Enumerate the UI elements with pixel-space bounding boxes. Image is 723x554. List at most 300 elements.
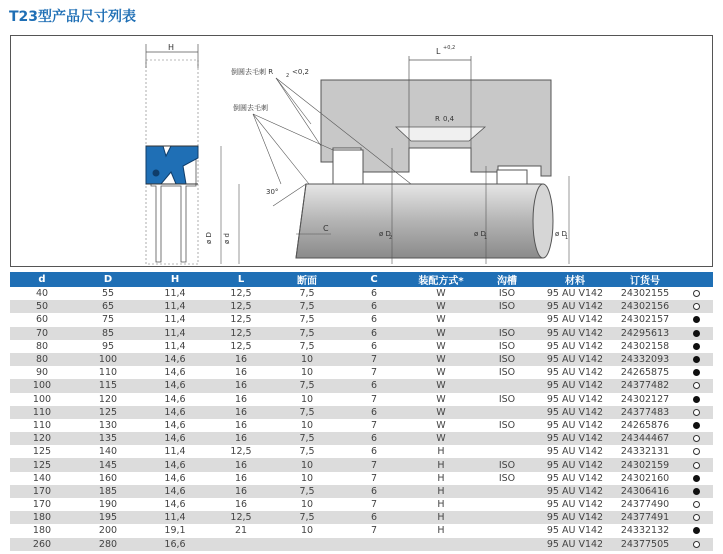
empty-dot-icon — [693, 501, 700, 508]
col-section: 断面 — [274, 272, 340, 287]
cell-groove — [474, 445, 540, 458]
cell-groove — [474, 524, 540, 537]
cell-groove: ISO — [474, 472, 540, 485]
cell-D: 110 — [74, 366, 142, 379]
cell-section: 10 — [274, 472, 340, 485]
cell-D: 120 — [74, 393, 142, 406]
cell-material: 95 AU V142 — [540, 340, 610, 353]
cell-section: 10 — [274, 419, 340, 432]
cell-material: 95 AU V142 — [540, 366, 610, 379]
table-row — [10, 379, 713, 392]
col-mount: 装配方式* — [408, 272, 474, 287]
filled-dot-icon — [693, 330, 700, 337]
cell-C: 6 — [340, 287, 408, 300]
cell-order: 24377490 — [610, 498, 680, 511]
cell-C: 7 — [340, 472, 408, 485]
cell-D: 95 — [74, 340, 142, 353]
cell-material: 95 AU V142 — [540, 353, 610, 366]
cell-C: 6 — [340, 511, 408, 524]
cell-section: 7,5 — [274, 313, 340, 326]
col-material: 材料 — [540, 272, 610, 287]
label-D2: ø D — [379, 230, 391, 238]
cell-order: 24302156 — [610, 300, 680, 313]
cell-L: 16 — [208, 458, 274, 471]
table-row — [10, 313, 713, 326]
empty-dot-icon — [693, 382, 700, 389]
cell-C: 6 — [340, 313, 408, 326]
cell-groove — [474, 379, 540, 392]
label-od: ø d — [223, 233, 231, 244]
cell-groove: ISO — [474, 300, 540, 313]
cell-order: 24332131 — [610, 445, 680, 458]
cell-material: 95 AU V142 — [540, 393, 610, 406]
cell-stock — [680, 366, 713, 379]
cell-mount: H — [408, 485, 474, 498]
cell-stock — [680, 524, 713, 537]
table-row — [10, 300, 713, 313]
cell-order: 24265875 — [610, 366, 680, 379]
cell-stock — [680, 538, 713, 551]
seal-cross-section-drawing — [11, 36, 714, 268]
cell-section: 7,5 — [274, 300, 340, 313]
cell-section: 10 — [274, 353, 340, 366]
cell-H: 14,6 — [142, 379, 208, 392]
cell-L: 12,5 — [208, 445, 274, 458]
cell-stock — [680, 327, 713, 340]
cell-mount: W — [408, 287, 474, 300]
table-row — [10, 485, 713, 498]
label-R: R — [435, 115, 440, 123]
label-OD: ø D — [205, 232, 213, 244]
cell-C: 7 — [340, 458, 408, 471]
cell-material: 95 AU V142 — [540, 458, 610, 471]
cell-stock — [680, 340, 713, 353]
cell-d: 100 — [10, 393, 74, 406]
cell-mount: W — [408, 313, 474, 326]
cell-d: 60 — [10, 313, 74, 326]
cell-H: 14,6 — [142, 458, 208, 471]
cell-C — [340, 538, 408, 551]
cell-section: 7,5 — [274, 327, 340, 340]
cell-H: 11,4 — [142, 313, 208, 326]
cell-D: 100 — [74, 353, 142, 366]
cell-d: 125 — [10, 445, 74, 458]
cell-C: 7 — [340, 524, 408, 537]
empty-dot-icon — [693, 290, 700, 297]
cell-section: 10 — [274, 498, 340, 511]
cell-stock — [680, 300, 713, 313]
cell-section: 7,5 — [274, 406, 340, 419]
table-row — [10, 287, 713, 300]
cell-stock — [680, 511, 713, 524]
cell-groove — [474, 485, 540, 498]
cell-d: 80 — [10, 353, 74, 366]
label-L-tolerance: +0,2 — [443, 45, 456, 51]
cell-d: 180 — [10, 524, 74, 537]
label-L: L — [436, 47, 441, 56]
cell-d: 110 — [10, 406, 74, 419]
table-row — [10, 445, 713, 458]
cell-material: 95 AU V142 — [540, 485, 610, 498]
cell-C: 6 — [340, 406, 408, 419]
cell-C: 6 — [340, 432, 408, 445]
label-chamfer-r2: 倒圆去毛刺 R — [231, 68, 274, 76]
cell-stock — [680, 485, 713, 498]
col-L: L — [208, 272, 274, 287]
cell-material: 95 AU V142 — [540, 287, 610, 300]
filled-dot-icon — [693, 475, 700, 482]
cell-d: 260 — [10, 538, 74, 551]
cell-groove: ISO — [474, 340, 540, 353]
label-H: H — [168, 43, 175, 52]
filled-dot-icon — [693, 356, 700, 363]
cell-groove: ISO — [474, 327, 540, 340]
cell-order: 24377491 — [610, 511, 680, 524]
table-header-row — [10, 272, 713, 287]
cell-material: 95 AU V142 — [540, 498, 610, 511]
cell-groove: ISO — [474, 419, 540, 432]
cell-mount — [408, 538, 474, 551]
cell-mount: H — [408, 458, 474, 471]
cell-D: 85 — [74, 327, 142, 340]
cell-C: 6 — [340, 379, 408, 392]
table-row — [10, 393, 713, 406]
cell-order: 24302158 — [610, 340, 680, 353]
cell-groove — [474, 406, 540, 419]
empty-dot-icon — [693, 514, 700, 521]
col-d: d — [10, 272, 74, 287]
svg-text:2: 2 — [286, 73, 290, 79]
cell-H: 14,6 — [142, 393, 208, 406]
cell-order: 24344467 — [610, 432, 680, 445]
cell-d: 70 — [10, 327, 74, 340]
cell-L: 16 — [208, 353, 274, 366]
empty-dot-icon — [693, 435, 700, 442]
cell-stock — [680, 445, 713, 458]
svg-text:2: 2 — [389, 235, 393, 241]
filled-dot-icon — [693, 527, 700, 534]
cell-L: 16 — [208, 393, 274, 406]
cell-mount: H — [408, 445, 474, 458]
table-row — [10, 406, 713, 419]
empty-dot-icon — [693, 462, 700, 469]
cell-stock — [680, 472, 713, 485]
cell-C: 7 — [340, 498, 408, 511]
table-row — [10, 472, 713, 485]
col-C: C — [340, 272, 408, 287]
cell-groove: ISO — [474, 458, 540, 471]
cell-d: 140 — [10, 472, 74, 485]
cell-order: 24302157 — [610, 313, 680, 326]
cell-C: 6 — [340, 445, 408, 458]
cell-H: 14,6 — [142, 485, 208, 498]
cell-d: 50 — [10, 300, 74, 313]
cell-mount: W — [408, 379, 474, 392]
filled-dot-icon — [693, 396, 700, 403]
cell-section — [274, 538, 340, 551]
cell-order: 24306416 — [610, 485, 680, 498]
table-row — [10, 432, 713, 445]
cell-H: 19,1 — [142, 524, 208, 537]
cell-d: 110 — [10, 419, 74, 432]
col-order: 订货号 — [610, 272, 680, 287]
col-groove: 沟槽 — [474, 272, 540, 287]
cell-order: 24377505 — [610, 538, 680, 551]
cell-L — [208, 538, 274, 551]
label-chamfer: 倒圆去毛刺 — [233, 104, 268, 112]
cell-section: 7,5 — [274, 287, 340, 300]
cell-mount: W — [408, 432, 474, 445]
cell-L: 16 — [208, 498, 274, 511]
cell-D: 125 — [74, 406, 142, 419]
table-row — [10, 458, 713, 471]
cell-C: 6 — [340, 300, 408, 313]
cell-d: 80 — [10, 340, 74, 353]
size-table — [10, 272, 713, 551]
filled-dot-icon — [693, 488, 700, 495]
cell-D: 190 — [74, 498, 142, 511]
cell-material: 95 AU V142 — [540, 379, 610, 392]
seal-insert-left — [333, 150, 363, 184]
cell-section: 10 — [274, 458, 340, 471]
cell-L: 12,5 — [208, 300, 274, 313]
table-row — [10, 524, 713, 537]
cell-order: 24377482 — [610, 379, 680, 392]
cell-d: 90 — [10, 366, 74, 379]
cell-L: 16 — [208, 485, 274, 498]
cell-section: 10 — [274, 366, 340, 379]
cell-groove: ISO — [474, 393, 540, 406]
svg-text:<0,2: <0,2 — [292, 68, 309, 76]
cell-mount: W — [408, 340, 474, 353]
cell-order: 24302159 — [610, 458, 680, 471]
empty-dot-icon — [693, 541, 700, 548]
cell-order: 24295613 — [610, 327, 680, 340]
cell-D: 65 — [74, 300, 142, 313]
seal-insert-right — [497, 170, 527, 184]
table-row — [10, 419, 713, 432]
table-row — [10, 538, 713, 551]
cell-stock — [680, 287, 713, 300]
table-row — [10, 340, 713, 353]
cell-H: 11,4 — [142, 327, 208, 340]
label-D1: ø D — [474, 230, 486, 238]
cell-D: 115 — [74, 379, 142, 392]
cell-D: 160 — [74, 472, 142, 485]
cell-H: 16,6 — [142, 538, 208, 551]
empty-dot-icon — [693, 448, 700, 455]
svg-text:0,4: 0,4 — [443, 115, 455, 123]
cell-D: 185 — [74, 485, 142, 498]
cell-d: 125 — [10, 458, 74, 471]
cell-stock — [680, 406, 713, 419]
rod-end — [533, 184, 553, 258]
cell-C: 7 — [340, 393, 408, 406]
cell-H: 14,6 — [142, 353, 208, 366]
cell-C: 6 — [340, 485, 408, 498]
page-title: T23型产品尺寸列表 — [9, 9, 137, 25]
cell-section: 7,5 — [274, 485, 340, 498]
cell-d: 170 — [10, 485, 74, 498]
cell-D: 200 — [74, 524, 142, 537]
technical-drawing — [10, 35, 713, 267]
filled-dot-icon — [693, 343, 700, 350]
filled-dot-icon — [693, 422, 700, 429]
cell-D: 280 — [74, 538, 142, 551]
cell-groove: ISO — [474, 287, 540, 300]
cell-stock — [680, 353, 713, 366]
cell-H: 14,6 — [142, 432, 208, 445]
cell-material: 95 AU V142 — [540, 327, 610, 340]
cell-material: 95 AU V142 — [540, 432, 610, 445]
cell-C: 6 — [340, 340, 408, 353]
table-row — [10, 353, 713, 366]
cell-mount: W — [408, 393, 474, 406]
cell-D: 55 — [74, 287, 142, 300]
table-row — [10, 366, 713, 379]
cell-mount: W — [408, 327, 474, 340]
cell-L: 12,5 — [208, 327, 274, 340]
cell-order: 24377483 — [610, 406, 680, 419]
cell-D: 130 — [74, 419, 142, 432]
cell-order: 24265876 — [610, 419, 680, 432]
cell-material: 95 AU V142 — [540, 538, 610, 551]
cell-order: 24302127 — [610, 393, 680, 406]
col-D: D — [74, 272, 142, 287]
cell-order: 24302155 — [610, 287, 680, 300]
cell-groove: ISO — [474, 366, 540, 379]
cell-material: 95 AU V142 — [540, 406, 610, 419]
cell-L: 12,5 — [208, 511, 274, 524]
svg-text:1: 1 — [565, 235, 569, 241]
cell-groove — [474, 432, 540, 445]
cell-material: 95 AU V142 — [540, 300, 610, 313]
cell-mount: W — [408, 353, 474, 366]
cell-C: 7 — [340, 366, 408, 379]
table-row — [10, 327, 713, 340]
cell-H: 14,6 — [142, 472, 208, 485]
cell-material: 95 AU V142 — [540, 511, 610, 524]
table-row — [10, 511, 713, 524]
cell-order: 24332132 — [610, 524, 680, 537]
cell-H: 11,4 — [142, 340, 208, 353]
cell-L: 16 — [208, 366, 274, 379]
svg-text:1: 1 — [484, 235, 488, 241]
cell-d: 100 — [10, 379, 74, 392]
cell-mount: W — [408, 366, 474, 379]
cell-material: 95 AU V142 — [540, 472, 610, 485]
cell-C: 6 — [340, 327, 408, 340]
cell-order: 24332093 — [610, 353, 680, 366]
cell-section: 10 — [274, 524, 340, 537]
cell-section: 10 — [274, 393, 340, 406]
cell-H: 14,6 — [142, 406, 208, 419]
label-C: C — [323, 224, 329, 233]
cell-stock — [680, 458, 713, 471]
cell-stock — [680, 313, 713, 326]
cell-D: 75 — [74, 313, 142, 326]
table-row — [10, 498, 713, 511]
cell-groove — [474, 511, 540, 524]
col-H: H — [142, 272, 208, 287]
cell-H: 11,4 — [142, 445, 208, 458]
cell-section: 7,5 — [274, 340, 340, 353]
cell-material: 95 AU V142 — [540, 313, 610, 326]
cell-d: 180 — [10, 511, 74, 524]
cell-stock — [680, 419, 713, 432]
cell-mount: H — [408, 472, 474, 485]
cell-stock — [680, 432, 713, 445]
cell-D: 145 — [74, 458, 142, 471]
cell-L: 12,5 — [208, 313, 274, 326]
cell-H: 14,6 — [142, 419, 208, 432]
cell-D: 135 — [74, 432, 142, 445]
cell-section: 7,5 — [274, 511, 340, 524]
cell-section: 7,5 — [274, 445, 340, 458]
cell-d: 120 — [10, 432, 74, 445]
cell-mount: H — [408, 498, 474, 511]
cell-C: 7 — [340, 419, 408, 432]
label-angle: 30° — [266, 188, 279, 196]
cell-H: 11,4 — [142, 287, 208, 300]
label-D1-outer: ø D — [555, 230, 567, 238]
empty-dot-icon — [693, 409, 700, 416]
cell-D: 195 — [74, 511, 142, 524]
cell-L: 16 — [208, 432, 274, 445]
cell-groove — [474, 498, 540, 511]
cell-H: 14,6 — [142, 366, 208, 379]
cell-mount: H — [408, 511, 474, 524]
cell-d: 170 — [10, 498, 74, 511]
empty-dot-icon — [693, 303, 700, 310]
cell-D: 140 — [74, 445, 142, 458]
cell-stock — [680, 393, 713, 406]
cell-mount: W — [408, 406, 474, 419]
cell-stock — [680, 498, 713, 511]
cell-L: 16 — [208, 472, 274, 485]
cell-C: 7 — [340, 353, 408, 366]
cell-d: 40 — [10, 287, 74, 300]
cell-L: 16 — [208, 379, 274, 392]
cell-mount: W — [408, 419, 474, 432]
cell-groove: ISO — [474, 353, 540, 366]
cell-groove — [474, 313, 540, 326]
cell-L: 21 — [208, 524, 274, 537]
cell-H: 14,6 — [142, 498, 208, 511]
cell-mount: W — [408, 300, 474, 313]
cell-L: 16 — [208, 406, 274, 419]
cell-stock — [680, 379, 713, 392]
cell-section: 7,5 — [274, 379, 340, 392]
cell-material: 95 AU V142 — [540, 445, 610, 458]
cell-L: 12,5 — [208, 287, 274, 300]
cell-order: 24302160 — [610, 472, 680, 485]
cell-L: 12,5 — [208, 340, 274, 353]
cell-groove — [474, 538, 540, 551]
cell-material: 95 AU V142 — [540, 524, 610, 537]
seal-spring — [153, 170, 160, 177]
cell-material: 95 AU V142 — [540, 419, 610, 432]
rod-cylinder — [296, 184, 546, 258]
cell-L: 16 — [208, 419, 274, 432]
col-stock — [680, 272, 713, 287]
filled-dot-icon — [693, 316, 700, 323]
cell-section: 7,5 — [274, 432, 340, 445]
cell-H: 11,4 — [142, 300, 208, 313]
filled-dot-icon — [693, 369, 700, 376]
cell-mount: H — [408, 524, 474, 537]
cell-H: 11,4 — [142, 511, 208, 524]
